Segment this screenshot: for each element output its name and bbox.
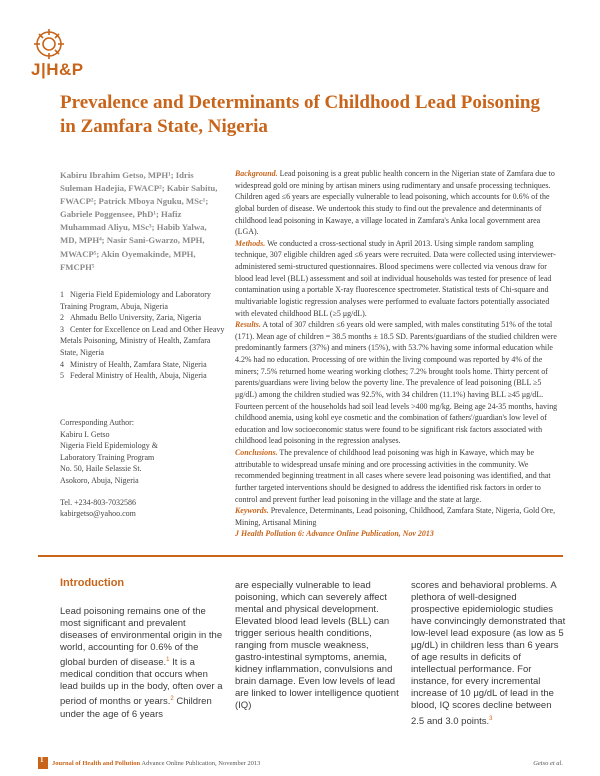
article-title: Prevalence and Determinants of Childhood Lead Poisoning in Zamfara State, Nigeria bbox=[60, 92, 540, 137]
corr-tel: Tel. +234-803-7032586 bbox=[60, 497, 136, 507]
affiliation-item: 1 Nigeria Field Epidemiology and Laboratory Training Program, Abuja, Nigeria bbox=[60, 290, 211, 311]
intro-column-1: Lead poisoning remains one of the most significant and prevalent diseases of environmental origin in the world, accounting for 0.6% of the global burden of disease.$^1$ It is a medical condition that occurs when lead builds up in the body, often over a period of months or years.$^2$ Children under the age of 6 years bbox=[60, 606, 223, 720]
corresponding-author bbox=[60, 417, 230, 520]
affiliation-item: 5 Federal Ministry of Health, Abuja, Nigeria bbox=[60, 371, 207, 381]
intro-heading: Introduction bbox=[60, 577, 125, 589]
abstract-conclusions: Conclusions. The prevalence of childhood lead poisoning was high in Kawaye, which may be attributable to widespread unsafe mining and ore processing activities in the community. We recommended beginning treatment in all cases where severe lead poisoning was identified, and that further targeted interventions should be designed to address the identified risk factors in order to control and prevent further lead poisoning in the village and the state at large. bbox=[235, 448, 551, 504]
corr-line: No. 50, Haile Selassie St. bbox=[60, 464, 142, 474]
author-list: Kabiru Ibrahim Getso, MPH¹; Idris Suleman Hadejia, FWACP²; Kabir Sabitu, FWACP²; Patrick Mboya Nguku, MSc¹; Gabriele Poggensee, PhD¹; Hafiz Muhammad Aliyu, MSc³; Habib Yalwa, MD, MPH⁴; Nasir Sani-Gwarzo, MPH, MWACP⁵; Akin Oyemakinde, MPH, FMCPH⁵ bbox=[60, 170, 218, 272]
affiliation-item: 4 Ministry of Health, Zamfara State, Nigeria bbox=[60, 359, 207, 369]
affiliation-item: 3 Center for Excellence on Lead and Other Heavy Metals Poisoning, Ministry of Health, Zamfara State, Nigeria bbox=[60, 324, 225, 357]
corr-email[interactable]: kabirgetso@yahoo.com bbox=[60, 509, 136, 519]
abstract-results: Results. A total of 307 children ≤6 years old were sampled, with males constituting 51% of the total (171). Mean age of children = 38.5 months ± 18.5 SD. Parents/guardians of the studied children were predominantly farmers (37%) and miners (15%), with 53.7% having some informal education while 4.2% had no education. Processing of ore within the living compound was reported by 4% of the miners; 7.5% returned home wearing working clothes; 7.2% brought tools home. Thirty percent of parents/guardians were living below the poverty line. The prevalence of lead poisoning (BLL ≥5 μg/dL) among the children studied was 92.5%, with 34 children (11.1%) having BLL ≥45 μg/dL. Fourteen percent of the households had soil lead levels >400 mg/kg. Being age 24-35 months, having childhood anemia, using kohl eye cosmetic and the combination of fathers'/guardian's low level of education and low socioeconomic status were found to be significant risk factors associated with childhood lead poisoning in the regression analyses. bbox=[235, 320, 558, 446]
abstract-keywords: Keywords. Prevalence, Determinants, Lead poisoning, Childhood, Zamfara State, Nigeria, Gold Ore, Mining, Artisanal Mining bbox=[235, 506, 556, 527]
journal-logo-text: J|H&P bbox=[31, 60, 84, 79]
footer-journal: Journal of Health and Pollution Advance Online Publication, November 2013 bbox=[52, 760, 261, 767]
corr-line: Nigeria Field Epidemiology & bbox=[60, 441, 158, 451]
abstract-background: Background. Lead poisoning is a great public health concern in the Nigerian state of Zamfara due to widespread gold ore mining by artisan miners using rudimentary and unsafe processing techniques. Children aged ≤6 years are especially vulnerable to lead poisoning, which accounts for 0.6% of the global burden of disease. We undertook this study to find out the prevalence and determinants of childhood lead poisoning in Kawaye, a village located in Zamfara's Anka local government area (LGA). bbox=[235, 169, 555, 237]
corr-label: Corresponding Author: bbox=[60, 418, 134, 427]
affiliation-item: 2 Ahmadu Bello University, Zaria, Nigeria bbox=[60, 313, 201, 323]
affiliations bbox=[60, 289, 230, 382]
footer-running-head: Getso et al. bbox=[533, 760, 563, 767]
abstract bbox=[235, 168, 565, 540]
intro-column-3: scores and behavioral problems. A plethora of well-designed prospective epidemiologic studies have convincingly demonstrated that low-level lead exposure (as low as 5 μg/dL) in children less than 6 years of age results in deficits of intellectual performance. For instance, for every incremental increase of 10 μg/dL of lead in the blood, IQ scores decline between 2.5 and 3.0 points.$^3$ bbox=[411, 580, 566, 727]
section-divider bbox=[38, 555, 563, 557]
abstract-methods: Methods. We conducted a cross-sectional study in April 2013. Using simple random sampling technique, 307 eligible children aged ≤6 years were recruited. Data were collected using interviewer-administered semi-structured questionnaires. Blood specimens were collected via venous draw for blood lead level (BLL) assessment and soil at individual households was tested for presence of lead contamination using a portable X-ray fluorescence spectrometer. Statistical tests of Chi-square and multivariable logistic regression analyses were performed to evaluate factors potentially associated with elevated childhood BLL (≥5 μg/dL). bbox=[235, 238, 556, 318]
citation: J Health Pollution 6: Advance Online Publication, Nov 2013 bbox=[235, 529, 434, 539]
corr-line: Laboratory Training Program bbox=[60, 452, 155, 462]
corr-line: Kabiru I. Getso bbox=[60, 429, 110, 439]
corr-line: Asokoro, Abuja, Nigeria bbox=[60, 475, 139, 485]
page-number: 1 bbox=[40, 756, 44, 764]
intro-column-2: are especially vulnerable to lead poisoning, which can severely affect mental and physical development. Elevated blood lead levels (BLL) can trigger serious health conditions, ranging from muscle weakness, gastro-intestinal symptoms, anemia, kidney inflammation, convulsions and brain damage. Even low levels of lead are linked to lower intelligence quotient (IQ) bbox=[235, 580, 399, 712]
